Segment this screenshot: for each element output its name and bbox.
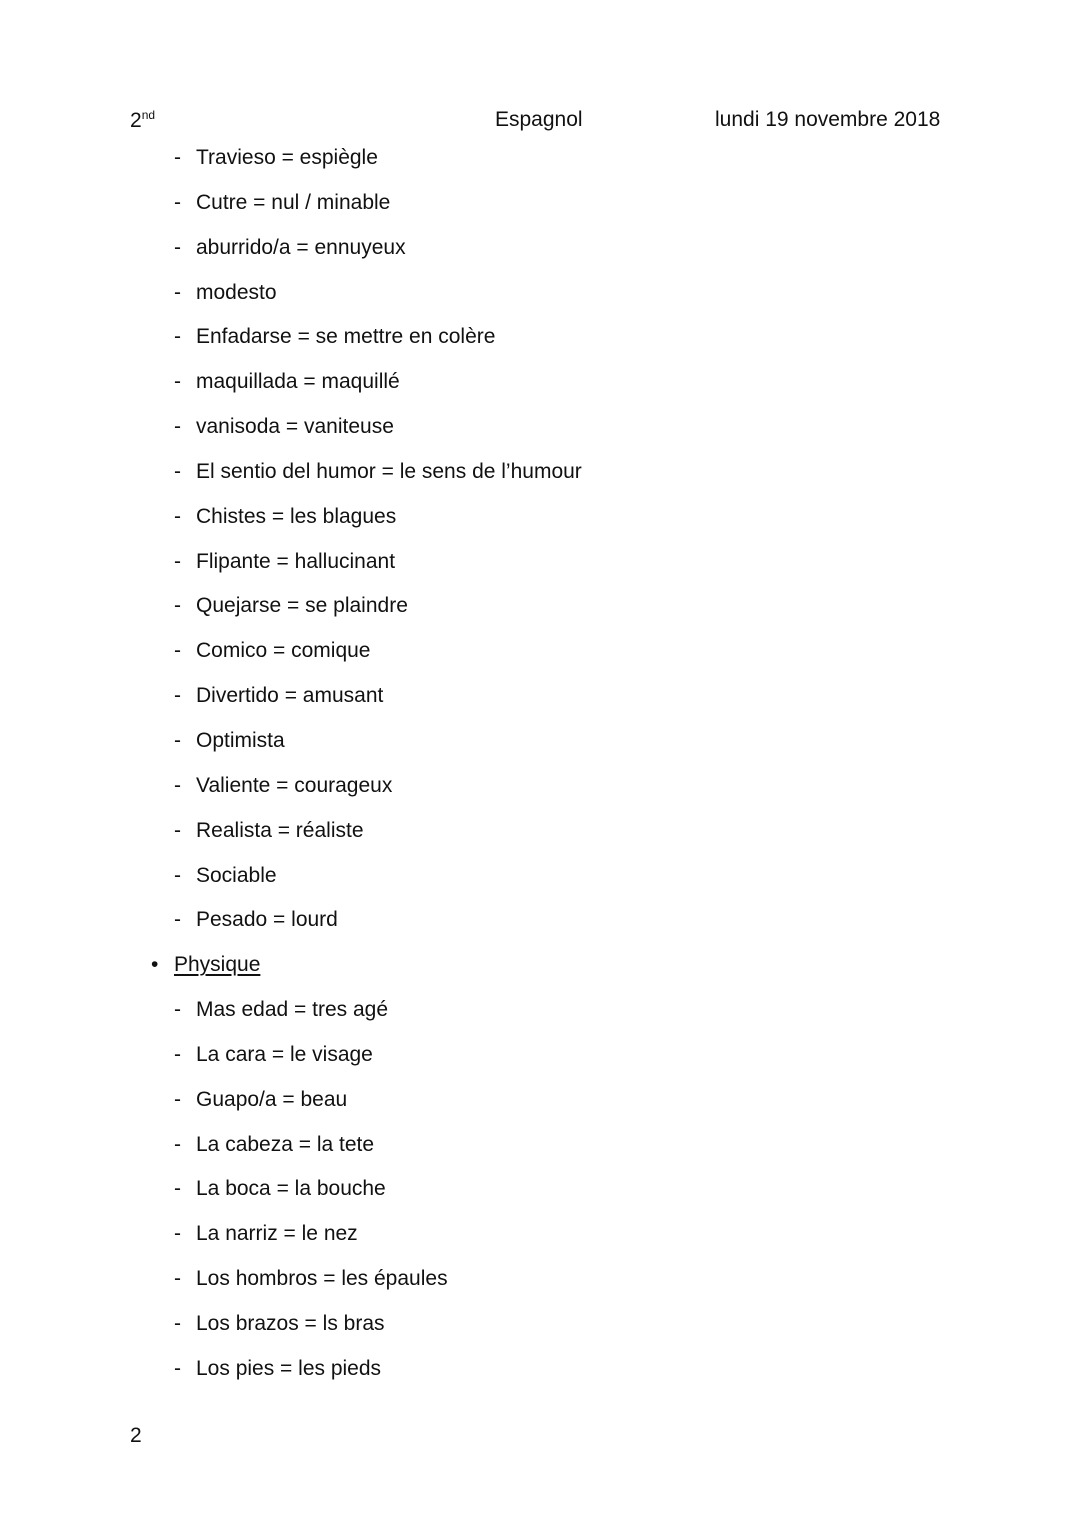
dash-marker: -: [174, 1087, 181, 1111]
dash-marker: -: [174, 773, 181, 797]
vocab-entry: maquillada = maquillé: [196, 370, 400, 394]
list-item: [0, 1130, 1080, 1175]
vocab-entry: La cara = le visage: [196, 1042, 373, 1066]
list-item: [0, 1309, 1080, 1354]
dash-marker: -: [174, 190, 181, 214]
list-item: [0, 591, 1080, 636]
list-item: [0, 816, 1080, 861]
vocab-entry: Realista = réaliste: [196, 818, 364, 842]
list-item: [0, 1264, 1080, 1309]
vocab-entry: Cutre = nul / minable: [196, 190, 391, 214]
dash-marker: -: [174, 370, 181, 394]
vocab-entry: Mas edad = tres agé: [196, 998, 389, 1022]
vocab-entry: Pesado = lourd: [196, 908, 338, 932]
dash-marker: -: [174, 504, 181, 528]
list-item: [0, 861, 1080, 906]
list-item: [0, 143, 1080, 188]
list-item: [0, 1085, 1080, 1130]
vocab-entry: vanisoda = vaniteuse: [196, 415, 394, 439]
list-item: [0, 233, 1080, 278]
bullet-marker: •: [151, 953, 159, 977]
page-number: 2: [130, 1424, 142, 1447]
list-item: [0, 322, 1080, 367]
dash-marker: -: [174, 863, 181, 887]
vocab-entry: Los hombros = les épaules: [196, 1267, 448, 1291]
list-item: [0, 502, 1080, 547]
list-item: [0, 457, 1080, 502]
vocab-entry: Los pies = les pieds: [196, 1356, 382, 1380]
dash-marker: -: [174, 549, 181, 573]
class-level: 2nd: [130, 108, 156, 132]
dash-marker: -: [174, 818, 181, 842]
dash-marker: -: [174, 908, 181, 932]
dash-marker: -: [174, 639, 181, 663]
list-item: [0, 1354, 1080, 1399]
dash-marker: -: [174, 998, 181, 1022]
dash-marker: -: [174, 1356, 181, 1380]
vocab-entry: La boca = la bouche: [196, 1177, 386, 1201]
vocab-entry: Los brazos = ls bras: [196, 1311, 385, 1335]
dash-marker: -: [174, 1042, 181, 1066]
list-item: [0, 1040, 1080, 1085]
list-item: [0, 367, 1080, 412]
page-header: [0, 108, 1080, 138]
list-item: [0, 726, 1080, 771]
dash-marker: -: [174, 684, 181, 708]
section-title: Physique: [174, 953, 261, 977]
list-item: [0, 412, 1080, 457]
list-item: [0, 905, 1080, 950]
vocab-entry: aburrido/a = ennuyeux: [196, 235, 406, 259]
dash-marker: -: [174, 1311, 181, 1335]
dash-marker: -: [174, 1132, 181, 1156]
vocab-entry: Sociable: [196, 863, 277, 887]
list-item: [0, 636, 1080, 681]
dash-marker: -: [174, 146, 181, 169]
class-level-suffix: nd: [141, 108, 156, 122]
dash-marker: -: [174, 1222, 181, 1246]
vocab-entry: Divertido = amusant: [196, 684, 384, 708]
dash-marker: -: [174, 1177, 181, 1201]
dash-marker: -: [174, 459, 181, 483]
list-item: [0, 278, 1080, 323]
subject-title: Espagnol: [495, 108, 583, 131]
dash-marker: -: [174, 1267, 181, 1291]
vocab-entry: Optimista: [196, 728, 285, 752]
vocab-entry: Valiente = courageux: [196, 773, 393, 797]
vocab-entry: Travieso = espiègle: [196, 146, 378, 169]
vocab-entry: Comico = comique: [196, 639, 371, 663]
list-item: [0, 681, 1080, 726]
list-item: [0, 547, 1080, 592]
vocab-entry: Chistes = les blagues: [196, 504, 397, 528]
dash-marker: -: [174, 594, 181, 618]
vocab-entry: Flipante = hallucinant: [196, 549, 396, 573]
section-heading: [0, 950, 1080, 995]
vocab-entry: Guapo/a = beau: [196, 1087, 348, 1111]
dash-marker: -: [174, 280, 181, 304]
vocab-entry: La cabeza = la tete: [196, 1132, 375, 1156]
dash-marker: -: [174, 415, 181, 439]
header-date: lundi 19 novembre 2018: [715, 108, 941, 131]
list-item: [0, 1174, 1080, 1219]
list-item: [0, 995, 1080, 1040]
vocabulary-list: [0, 143, 1080, 1399]
vocab-entry: Enfadarse = se mettre en colère: [196, 325, 496, 349]
vocab-entry: modesto: [196, 280, 277, 304]
dash-marker: -: [174, 325, 181, 349]
vocab-entry: El sentio del humor = le sens de l’humour: [196, 459, 582, 483]
dash-marker: -: [174, 728, 181, 752]
dash-marker: -: [174, 235, 181, 259]
list-item: [0, 771, 1080, 816]
vocab-entry: La narriz = le nez: [196, 1222, 358, 1246]
list-item: [0, 1219, 1080, 1264]
list-item: [0, 188, 1080, 233]
vocab-entry: Quejarse = se plaindre: [196, 594, 408, 618]
